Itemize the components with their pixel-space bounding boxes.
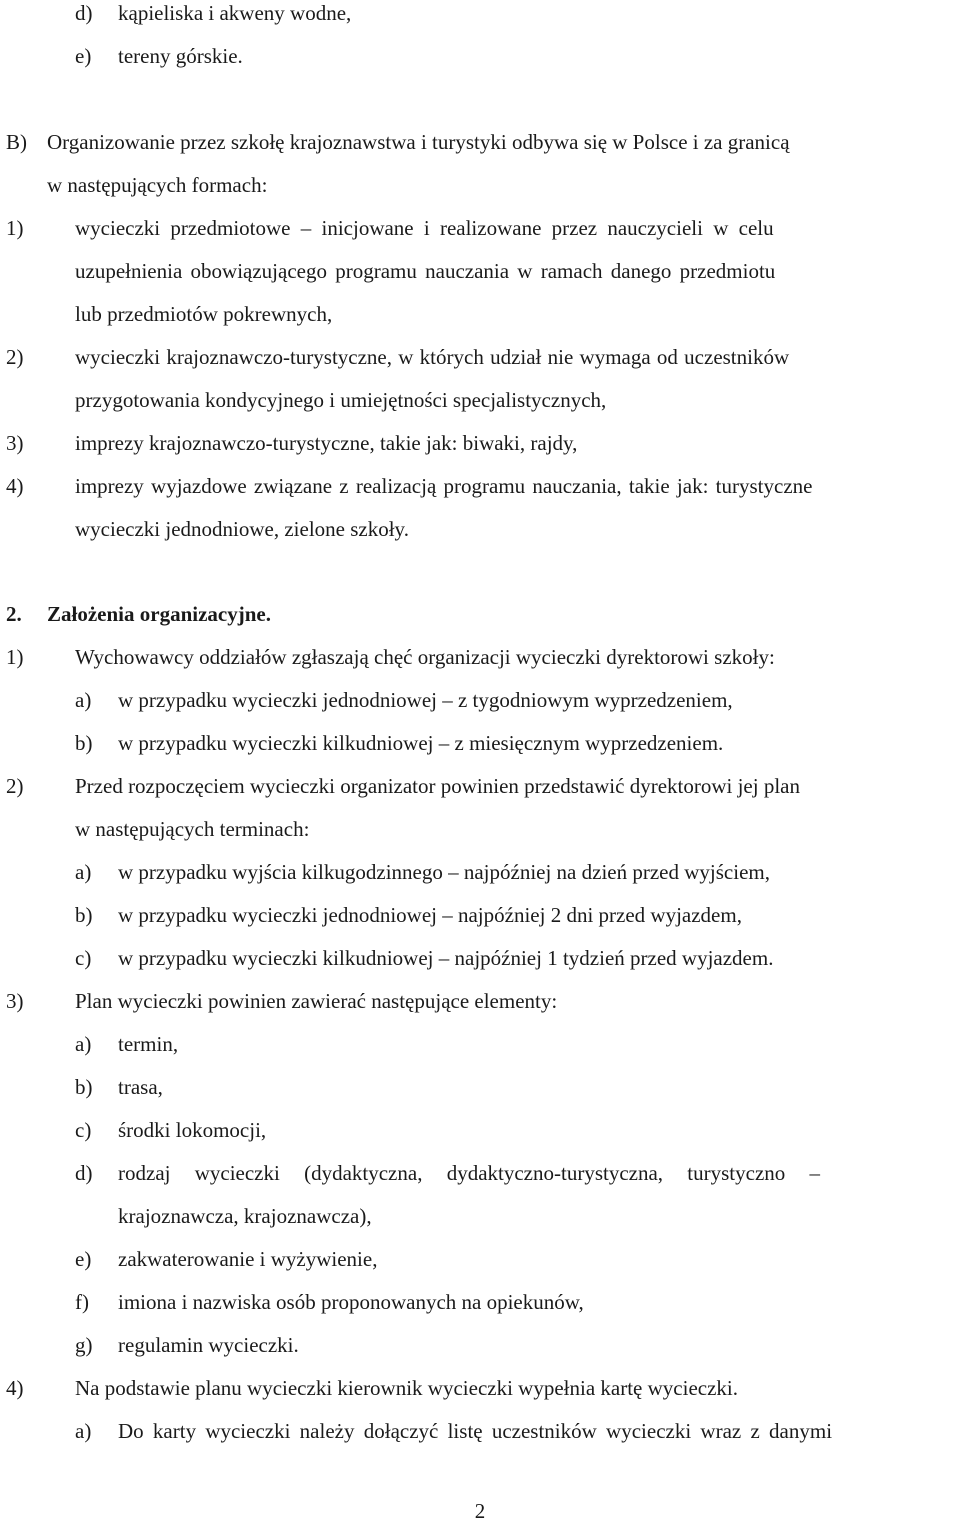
list-item-text: imprezy wyjazdowe związane z realizacją programu nauczania, takie jak: turystyczne (75, 474, 813, 498)
list-item-text: wycieczki przedmiotowe – inicjowane i realizowane przez nauczycieli w celu (75, 216, 774, 240)
list-item-text: Do karty wycieczki należy dołączyć listę uczestników wycieczki wraz z danymi (118, 1419, 833, 1443)
list-item-text: w przypadku wycieczki jednodniowej – najpóźniej 2 dni przed wyjazdem, (118, 903, 742, 927)
list-label: 1) (6, 645, 24, 669)
section-number: 2. (6, 602, 22, 626)
list-label: a) (75, 688, 92, 712)
list-item-text: imiona i nazwiska osób proponowanych na opiekunów, (118, 1290, 584, 1314)
list-label: e) (75, 44, 92, 68)
list-item-text: wycieczki jednodniowe, zielone szkoły. (75, 517, 409, 541)
section-heading: Założenia organizacyjne. (47, 602, 271, 626)
section-b-line1: Organizowanie przez szkołę krajoznawstwa i turystyki odbywa się w Polsce i za granicą (47, 130, 790, 154)
list-label: b) (75, 1075, 93, 1099)
list-item-text: kąpieliska i akweny wodne, (118, 1, 352, 25)
list-item-text: tereny górskie. (118, 44, 243, 68)
list-label: e) (75, 1247, 92, 1271)
section-b-line2: w następujących formach: (47, 173, 268, 197)
list-item-text: Wychowawcy oddziałów zgłaszają chęć organizacji wycieczki dyrektorowi szkoły: (75, 645, 775, 669)
section-b-label: B) (6, 130, 27, 154)
list-item-text: trasa, (118, 1075, 163, 1099)
list-item-text: środki lokomocji, (118, 1118, 267, 1142)
list-item-text: wycieczki krajoznawczo-turystyczne, w których udział nie wymaga od uczestników (75, 345, 790, 369)
list-item-text: w przypadku wyjścia kilkugodzinnego – najpóźniej na dzień przed wyjściem, (118, 860, 770, 884)
list-label: g) (75, 1333, 93, 1357)
list-label: b) (75, 903, 93, 927)
list-item-text: w następujących terminach: (75, 817, 310, 841)
list-item-text: imprezy krajoznawczo-turystyczne, takie jak: biwaki, rajdy, (75, 431, 578, 455)
list-item-text: Plan wycieczki powinien zawierać następujące elementy: (75, 989, 558, 1013)
list-label: a) (75, 1419, 92, 1443)
list-item-text: zakwaterowanie i wyżywienie, (118, 1247, 378, 1271)
list-item-text: rodzaj wycieczki (dydaktyczna, dydaktyczno-turystyczna, turystyczno – (118, 1161, 821, 1185)
list-label: 3) (6, 431, 24, 455)
list-label: d) (75, 1, 93, 25)
list-item-text: w przypadku wycieczki kilkudniowej – z miesięcznym wyprzedzeniem. (118, 731, 724, 755)
list-item-text: w przypadku wycieczki jednodniowej – z tygodniowym wyprzedzeniem, (118, 688, 733, 712)
list-label: c) (75, 946, 92, 970)
list-label: 2) (6, 774, 24, 798)
list-item-text: Na podstawie planu wycieczki kierownik wycieczki wypełnia kartę wycieczki. (75, 1376, 738, 1400)
list-item-text: Przed rozpoczęciem wycieczki organizator powinien przedstawić dyrektorowi jej plan (75, 774, 800, 798)
list-label: 1) (6, 216, 24, 240)
list-label: 4) (6, 474, 24, 498)
list-item-text: termin, (118, 1032, 179, 1056)
list-item-text: krajoznawcza, krajoznawcza), (118, 1204, 372, 1228)
list-label: 2) (6, 345, 24, 369)
list-label: c) (75, 1118, 92, 1142)
list-item-text: uzupełnienia obowiązującego programu nauczania w ramach danego przedmiotu (75, 259, 776, 283)
list-label: 3) (6, 989, 24, 1013)
list-item-text: przygotowania kondycyjnego i umiejętności specjalistycznych, (75, 388, 607, 412)
list-label: d) (75, 1161, 93, 1185)
list-label: b) (75, 731, 93, 755)
list-item-text: w przypadku wycieczki kilkudniowej – najpóźniej 1 tydzień przed wyjazdem. (118, 946, 774, 970)
list-label: a) (75, 1032, 92, 1056)
list-label: 4) (6, 1376, 24, 1400)
page-number: 2 (474, 1499, 486, 1523)
list-item-text: regulamin wycieczki. (118, 1333, 299, 1357)
list-label: f) (75, 1290, 89, 1314)
list-item-text: lub przedmiotów pokrewnych, (75, 302, 333, 326)
list-label: a) (75, 860, 92, 884)
